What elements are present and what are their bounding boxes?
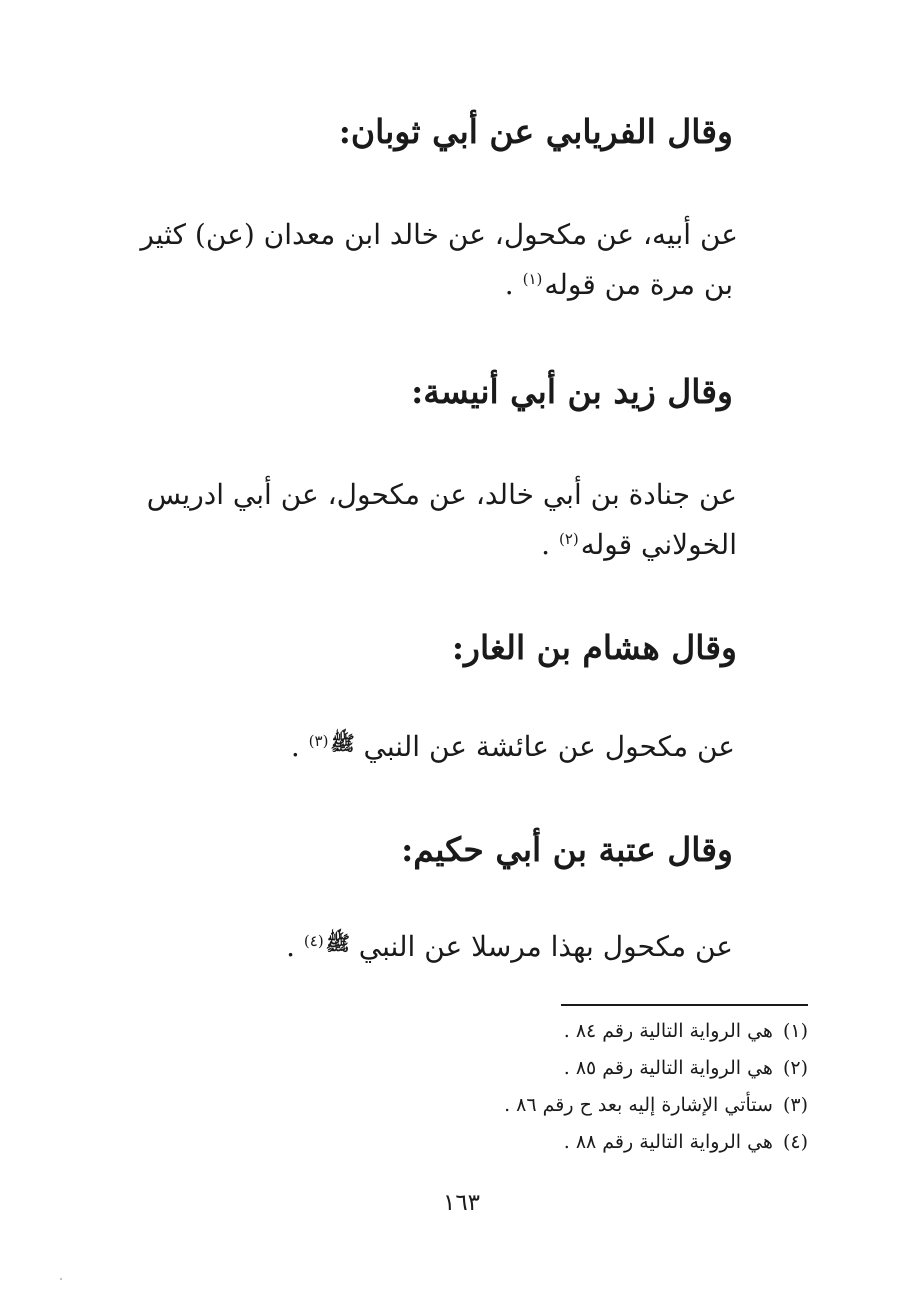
narration-paragraph: [133, 922, 733, 972]
paragraph-line: [133, 260, 733, 310]
footnote-text: هي الرواية التالية رقم ٨٨ .: [563, 1131, 773, 1153]
footnote-number: (٢): [782, 1057, 808, 1079]
line-text: عن مكحول بهذا مرسلا عن النبي: [358, 930, 733, 963]
line-text: عن مكحول عن عائشة عن النبي: [363, 730, 735, 763]
footnote-separator: [561, 1004, 808, 1006]
footnote-item: [308, 1087, 808, 1124]
line-text: الخولاني قوله: [580, 528, 737, 561]
section-heading: وقال الفريابي عن أبي ثوبان:: [338, 112, 733, 151]
footnote-marker: (٤): [303, 931, 324, 950]
paragraph-line: [135, 722, 735, 772]
footnotes: [308, 1013, 808, 1161]
footnote-text: ستأتي الإشارة إليه بعد ح رقم ٨٦ .: [504, 1094, 773, 1116]
section-heading: وقال عتبة بن أبي حكيم:: [401, 830, 733, 869]
line-end-period: .: [290, 730, 300, 763]
footnote-marker: (٢): [558, 529, 579, 548]
footnote-text: هي الرواية التالية رقم ٨٥ .: [563, 1057, 773, 1079]
paragraph-line: عن أبيه، عن مكحول، عن خالد ابن معدان (عن) كثير: [140, 218, 738, 251]
section-heading: وقال زيد بن أبي أنيسة:: [411, 372, 733, 411]
line-end-period: .: [504, 268, 514, 301]
footnote-marker: (١): [522, 269, 543, 288]
footnote-item: [308, 1124, 808, 1161]
footnote-item: [308, 1013, 808, 1050]
line-end-period: .: [541, 528, 551, 561]
narration-paragraph: [133, 210, 738, 310]
salutation-ligature: ﷺ: [330, 731, 355, 755]
narration-paragraph: [137, 470, 737, 570]
footnote-marker: (٣): [308, 731, 329, 750]
salutation-ligature: ﷺ: [325, 931, 350, 955]
page-number: ١٦٣: [442, 1190, 481, 1216]
paragraph-line: عن جنادة بن أبي خالد، عن مكحول، عن أبي ادريس: [146, 478, 737, 511]
scan-speck: [60, 1278, 62, 1280]
paragraph-line: [133, 922, 733, 972]
narration-paragraph: [135, 722, 735, 772]
footnote-text: هي الرواية التالية رقم ٨٤ .: [563, 1020, 773, 1042]
paragraph-line: [137, 520, 737, 570]
line-text: بن مرة من قوله: [544, 268, 733, 301]
footnote-item: [308, 1050, 808, 1087]
section-heading: وقال هشام بن الغار:: [451, 628, 737, 667]
line-end-period: .: [286, 930, 295, 963]
footnote-number: (٤): [782, 1131, 808, 1153]
footnote-number: (١): [782, 1020, 808, 1042]
footnote-number: (٣): [782, 1094, 808, 1116]
